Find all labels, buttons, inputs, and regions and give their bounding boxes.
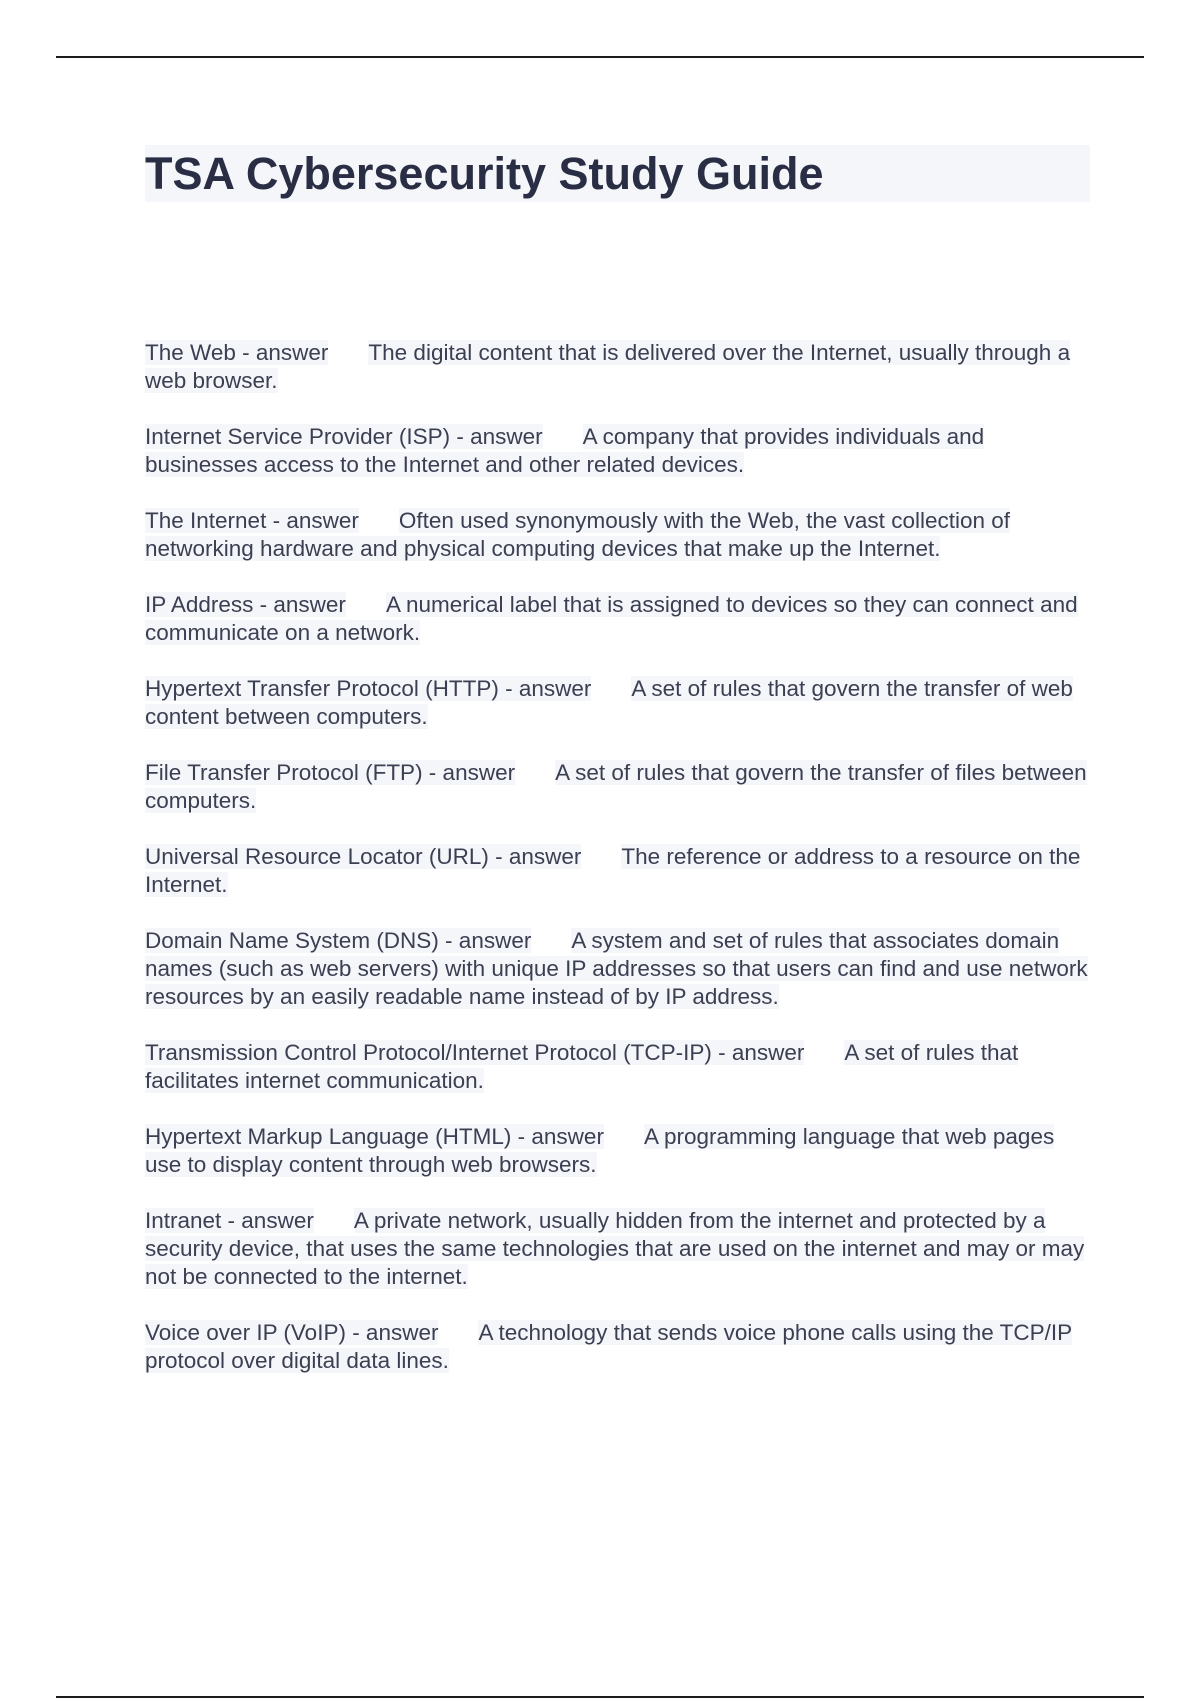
entry-definition: The reference or address to a resource on the Internet. <box>145 844 1081 897</box>
entry-term: Domain Name System (DNS) - answer <box>145 928 532 953</box>
entry-term: Hypertext Markup Language (HTML) - answer <box>145 1124 604 1149</box>
entry-definition: A set of rules that govern the transfer of files between computers. <box>145 760 1087 813</box>
list-item <box>145 759 1090 815</box>
page-title: TSA Cybersecurity Study Guide <box>145 145 1090 202</box>
entry-definition: A system and set of rules that associates domain names (such as web servers) with unique IP addresses so that users can find and use network resources by an easily readable name instead of by IP address. <box>145 928 1088 1009</box>
entry-term: Transmission Control Protocol/Internet Protocol (TCP-IP) - answer <box>145 1040 805 1065</box>
entry-definition: A set of rules that facilitates internet communication. <box>145 1040 1019 1093</box>
entry-definition: A company that provides individuals and businesses access to the Internet and other related devices. <box>145 424 985 477</box>
entry-definition: The digital content that is delivered over the Internet, usually through a web browser. <box>145 340 1071 393</box>
entry-term: Hypertext Transfer Protocol (HTTP) - answer <box>145 676 592 701</box>
top-rule <box>56 56 1144 58</box>
list-item <box>145 1319 1090 1375</box>
document-body <box>145 145 1090 1403</box>
entry-definition: A set of rules that govern the transfer of web content between computers. <box>145 676 1073 729</box>
list-item <box>145 591 1090 647</box>
list-item <box>145 843 1090 899</box>
bottom-rule <box>56 1696 1144 1698</box>
list-item <box>145 675 1090 731</box>
entry-term: Intranet - answer <box>145 1208 314 1233</box>
entry-definition: A numerical label that is assigned to devices so they can connect and communicate on a network. <box>145 592 1078 645</box>
entry-term: The Internet - answer <box>145 508 359 533</box>
list-item <box>145 507 1090 563</box>
list-item <box>145 1207 1090 1291</box>
entry-term: IP Address - answer <box>145 592 346 617</box>
list-item <box>145 423 1090 479</box>
list-item <box>145 1123 1090 1179</box>
entry-term: Internet Service Provider (ISP) - answer <box>145 424 543 449</box>
entry-term: File Transfer Protocol (FTP) - answer <box>145 760 516 785</box>
entry-definition: A programming language that web pages use to display content through web browsers. <box>145 1124 1055 1177</box>
list-item <box>145 1039 1090 1095</box>
entry-term: The Web - answer <box>145 340 329 365</box>
list-item <box>145 339 1090 395</box>
list-item <box>145 927 1090 1011</box>
entry-definition: Often used synonymously with the Web, the vast collection of networking hardware and physical computing devices that make up the Internet. <box>145 508 1011 561</box>
entry-term: Voice over IP (VoIP) - answer <box>145 1320 439 1345</box>
entry-definition: A private network, usually hidden from the internet and protected by a security device, that uses the same technologies that are used on the internet and may or may not be connected to the internet. <box>145 1208 1085 1289</box>
entry-definition: A technology that sends voice phone calls using the TCP/IP protocol over digital data lines. <box>145 1320 1073 1373</box>
entry-term: Universal Resource Locator (URL) - answer <box>145 844 582 869</box>
entry-list <box>145 339 1090 1375</box>
